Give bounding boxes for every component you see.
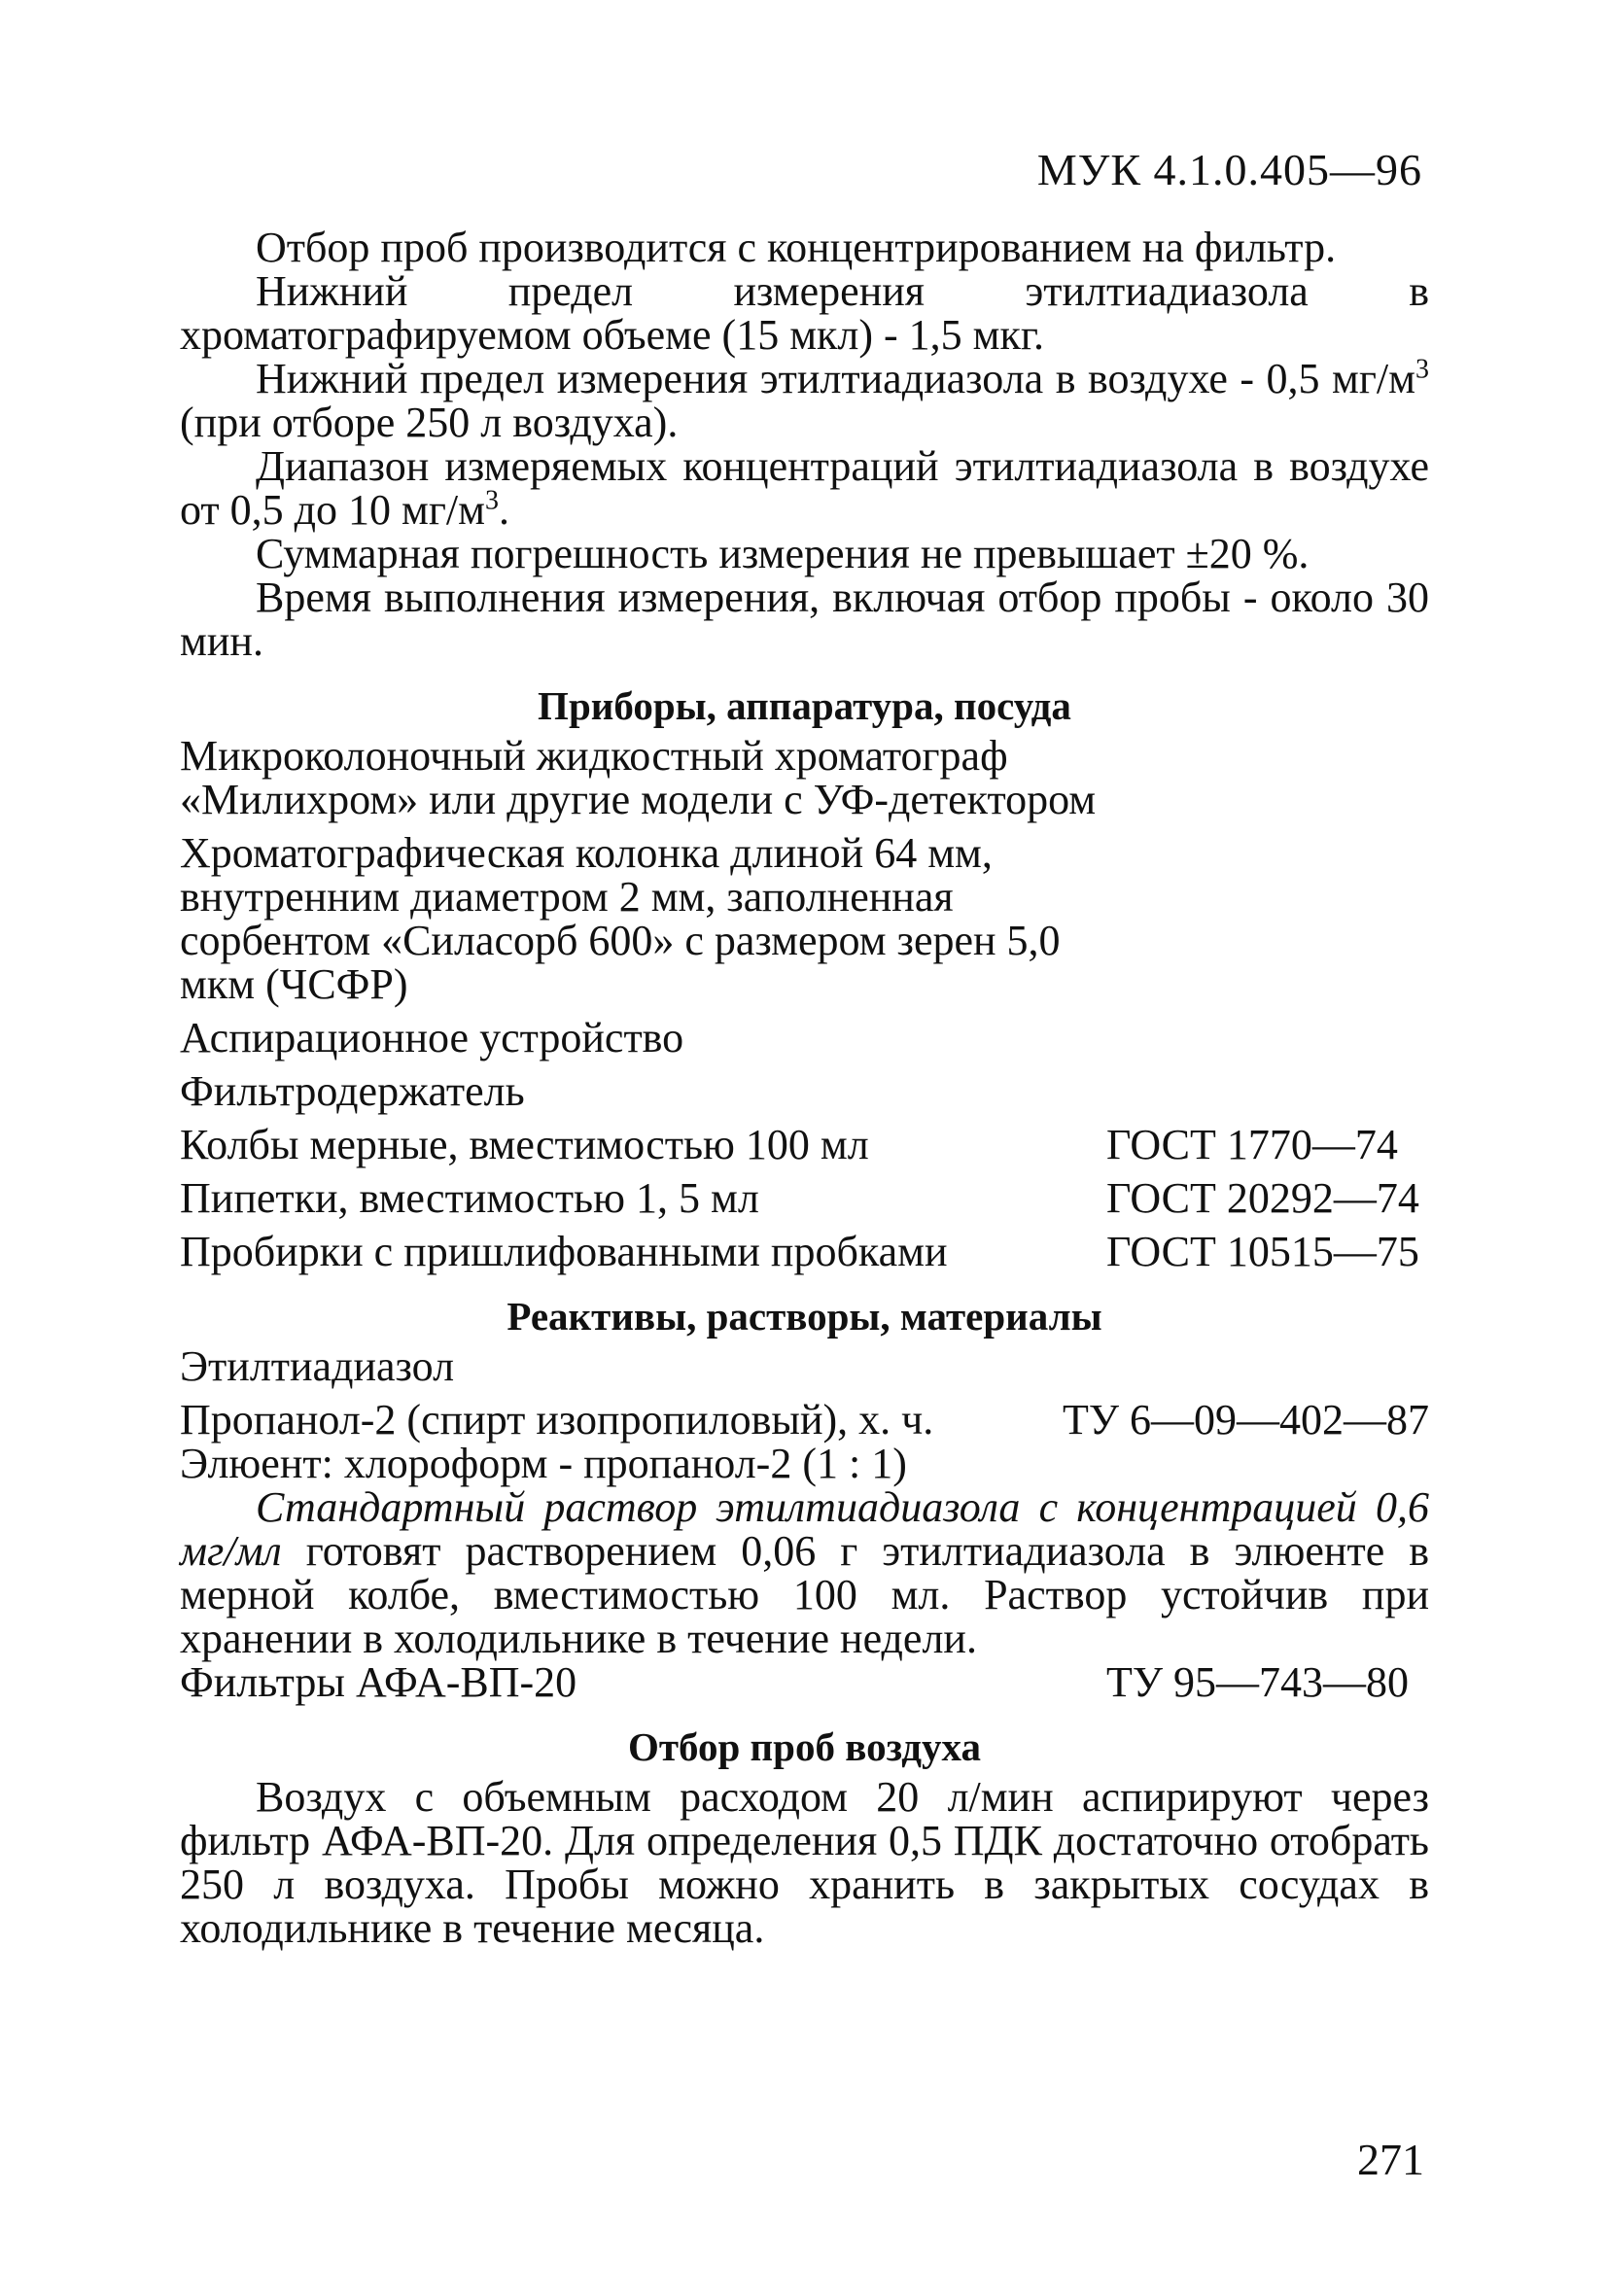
reagent-item: Пропанол-2 (спирт изопропиловый), х. ч.: [180, 1396, 934, 1444]
equipment-item: Пипетки, вместимостью 1, 5 мл: [180, 1174, 759, 1222]
reagent-standard: ТУ 6—09—402—87: [1062, 1396, 1429, 1444]
intro-paragraph-lower-limit-volume: Нижний предел измерения этилтиадиазола в хроматографируемом объеме (15 мкл) - 1,5 мкг.: [180, 267, 1429, 359]
equipment-row: [180, 1230, 1429, 1273]
intro-paragraph-sampling: Отбор проб производится с концентрированием на фильтр.: [256, 224, 1337, 271]
equipment-item: Аспирационное устройство: [180, 1014, 684, 1061]
equipment-standard: ГОСТ 10515—75: [1106, 1228, 1419, 1275]
equipment-item: Колбы мерные, вместимостью 100 мл: [180, 1121, 869, 1168]
intro-paragraph-lower-limit-air: Нижний предел измерения этилтиадиазола в воздухе - 0,5 $мг/м^3$ (при отборе 250 л воздуха).: [180, 354, 1429, 446]
reagent-item: Этилтиадиазол: [180, 1342, 455, 1390]
equipment-item: Пробирки с пришлифованными пробками: [180, 1228, 948, 1275]
equipment-item: Микроколоночный жидкостный хроматограф «Милихром» или другие модели с УФ-детектором: [180, 732, 1097, 823]
sampling-paragraph: Воздух с объемным расходом 20 л/мин аспирируют через фильтр АФА-ВП-20. Для определения 0,5 ПДК достаточно отобрать 250 л воздуха. Пробы можно хранить в закрытых сосудах в холодильнике в течение месяца.: [180, 1773, 1429, 1952]
sampling-heading: Отбор проб воздуха: [627, 1724, 981, 1769]
equipment-item: Фильтродержатель: [180, 1067, 525, 1115]
reagent-row: [180, 1398, 1429, 1442]
reagent-row: [180, 1660, 1429, 1704]
reagent-item: Фильтры АФА-ВП-20: [180, 1658, 577, 1706]
document-code-header: МУК 4.1.0.405—96: [1036, 145, 1422, 194]
equipment-standard: ГОСТ 20292—74: [1106, 1174, 1419, 1222]
standard-solution-paragraph: Стандартный раствор этилтиадиазола с концентрацией 0,6 мг/мл готовят растворением 0,06 г этилтиадиазола в элюенте в мерной колбе, вместимостью 100 мл. Раствор устойчив при хранении в холодильнике в течение недели.: [180, 1483, 1429, 1662]
equipment-row: [180, 1176, 1429, 1220]
intro-paragraph-range: Диапазон измеряемых концентраций этилтиадиазола в воздухе от 0,5 до 10 $мг/м^3$.: [180, 442, 1429, 534]
intro-paragraph-error: Суммарная погрешность измерения не превышает ±20 %.: [256, 530, 1310, 577]
reagents-list: [180, 1344, 1429, 1704]
page-number: 271: [1357, 2135, 1424, 2184]
equipment-list: [180, 734, 1429, 1273]
equipment-standard: ГОСТ 1770—74: [1106, 1121, 1398, 1168]
reagent-standard: ТУ 95—743—80: [1106, 1658, 1410, 1706]
reagent-item: Элюент: хлороформ - пропанол-2 (1 : 1): [180, 1440, 907, 1487]
equipment-heading: Приборы, аппаратура, посуда: [538, 683, 1071, 728]
intro-paragraph-duration: Время выполнения измерения, включая отбор пробы - около 30 мин.: [180, 574, 1429, 665]
equipment-row: [180, 1123, 1429, 1166]
reagents-heading: Реактивы, растворы, материалы: [507, 1294, 1102, 1339]
intro-section: [180, 226, 1429, 1950]
equipment-item: Хроматографическая колонка длиной 64 мм, внутренним диаметром 2 мм, заполненная сорбентом «Силасорб 600» с размером зерен 5,0 мкм (ЧСФР): [180, 829, 1061, 1008]
